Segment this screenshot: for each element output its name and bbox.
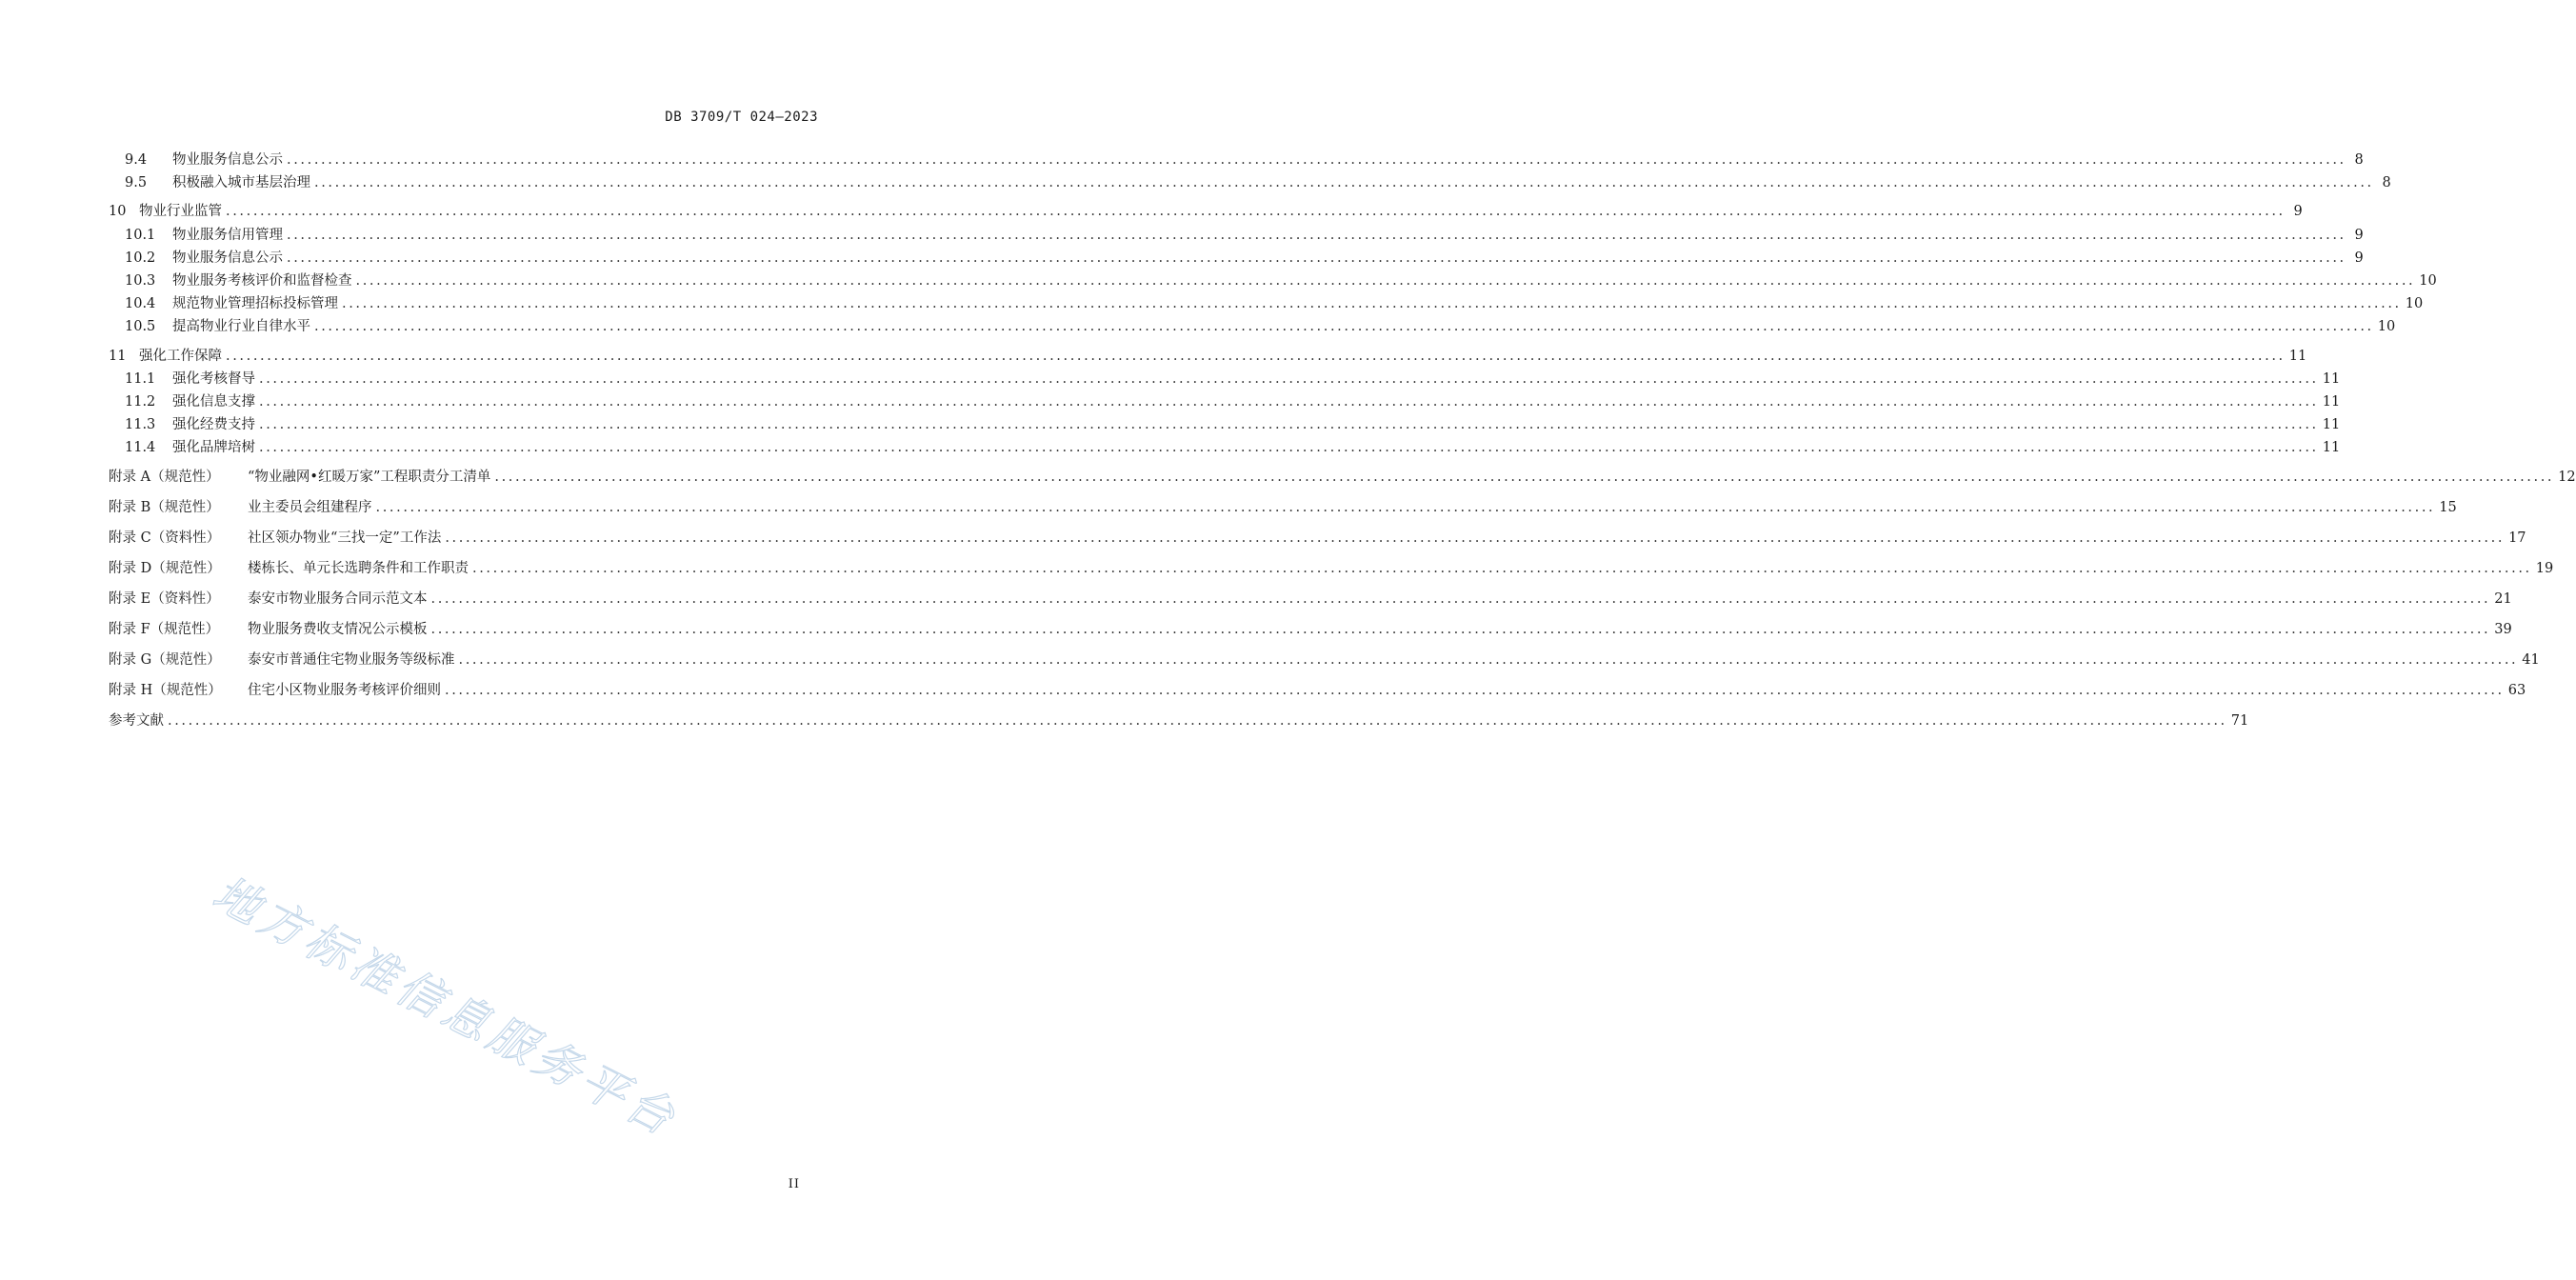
toc-entry[interactable] <box>109 497 2457 518</box>
toc-entry-page: 10 <box>2419 273 2437 289</box>
toc-entry-number: 11.4 <box>125 440 156 455</box>
toc-entry-number: 9.4 <box>125 152 148 168</box>
toc-entry[interactable] <box>109 558 2554 579</box>
toc-dot-leader: ............................................................................................................................................................................................................................................................................................................ <box>226 349 2286 364</box>
toc-entry-page: 11 <box>2322 371 2341 387</box>
toc-dot-leader: ............................................................................................................................................................................................................................................................................................................ <box>168 713 2227 729</box>
toc-entry[interactable] <box>125 150 2364 170</box>
toc-entry[interactable] <box>125 248 2364 269</box>
toc-entry-number: 10.1 <box>125 228 156 243</box>
toc-dot-leader: ............................................................................................................................................................................................................................................................................................................ <box>259 417 2319 432</box>
toc-entry-page: 12 <box>2558 470 2576 485</box>
toc-entry-number: 附录 D（规范性） <box>109 561 221 576</box>
toc-entry-number: 10 <box>109 204 127 219</box>
toc-entry-title: 规范物业管理招标投标管理 <box>172 296 338 311</box>
document-code: DB 3709/T 024—2023 <box>665 110 818 125</box>
toc-dot-leader: ............................................................................................................................................................................................................................................................................................................ <box>430 622 2491 637</box>
toc-entry[interactable] <box>109 680 2526 701</box>
toc-entry-title: 泰安市普通住宅物业服务等级标准 <box>248 652 455 668</box>
toc-entry-page: 11 <box>2288 349 2307 364</box>
toc-entry-title: 业主委员会组建程序 <box>248 500 372 515</box>
toc-entry-number: 10.3 <box>125 273 156 289</box>
toc-entry[interactable] <box>109 201 2303 222</box>
toc-dot-leader: ............................................................................................................................................................................................................................................................................................................ <box>287 228 2346 243</box>
toc-entry-page: 8 <box>2354 152 2364 168</box>
toc-entry-number: 11.2 <box>125 394 156 410</box>
toc-entry-number: 11.3 <box>125 417 156 432</box>
toc-dot-leader: ............................................................................................................................................................................................................................................................................................................ <box>314 175 2374 190</box>
toc-entry-page: 9 <box>2354 228 2364 243</box>
toc-entry-title: 物业服务信用管理 <box>172 228 283 243</box>
toc-dot-leader: ............................................................................................................................................................................................................................................................................................................ <box>259 394 2319 410</box>
toc-entry-page: 15 <box>2439 500 2457 515</box>
toc-entry-number: 10.5 <box>125 319 156 334</box>
toc-entry-number: 附录 F（规范性） <box>109 622 220 637</box>
toc-entry[interactable] <box>125 369 2341 390</box>
toc-entry[interactable] <box>125 270 2437 291</box>
toc-entry-number: 附录 C（资料性） <box>109 530 221 546</box>
toc-entry-title: 物业服务信息公示 <box>172 152 283 168</box>
toc-entry-title: 物业行业监管 <box>139 204 222 219</box>
toc-entry-title: 强化工作保障 <box>139 349 222 364</box>
toc-entry-page: 11 <box>2322 394 2341 410</box>
toc-dot-leader: ............................................................................................................................................................................................................................................................................................................ <box>458 652 2519 668</box>
toc-entry-title: 楼栋长、单元长选聘条件和工作职责 <box>248 561 469 576</box>
toc-entry[interactable] <box>125 391 2341 412</box>
toc-entry-page: 71 <box>2230 713 2249 729</box>
toc-entry-title: 物业服务信息公示 <box>172 250 283 266</box>
toc-entry-number: 附录 E（资料性） <box>109 591 220 607</box>
toc-entry-title: 强化信息支撑 <box>172 394 255 410</box>
toc-dot-leader: ............................................................................................................................................................................................................................................................................................................ <box>314 319 2374 334</box>
toc-entry-page: 39 <box>2494 622 2512 637</box>
toc-entry-number: 附录 A（规范性） <box>109 470 220 485</box>
toc-entry-page: 9 <box>2354 250 2364 266</box>
toc-entry-title: 住宅小区物业服务考核评价细则 <box>248 683 441 698</box>
toc-entry-number: 11 <box>109 349 127 364</box>
toc-entry[interactable] <box>125 225 2364 246</box>
toc-entry[interactable] <box>125 293 2424 314</box>
toc-entry-page: 9 <box>2293 204 2303 219</box>
toc-entry-number: 10.4 <box>125 296 156 311</box>
toc-entry[interactable] <box>125 316 2396 337</box>
toc-entry-page: 10 <box>2377 319 2396 334</box>
toc-entry-number: 附录 G（规范性） <box>109 652 221 668</box>
toc-entry-number: 9.5 <box>125 175 148 190</box>
toc-entry-page: 11 <box>2322 440 2341 455</box>
toc-entry-number: 附录 B（规范性） <box>109 500 220 515</box>
toc-dot-leader: ............................................................................................................................................................................................................................................................................................................ <box>355 273 2416 289</box>
toc-entry-title: 参考文献 <box>109 713 164 729</box>
toc-entry-title: 物业服务考核评价和监督检查 <box>172 273 352 289</box>
toc-entry-title: 积极融入城市基层治理 <box>172 175 310 190</box>
toc-entry[interactable] <box>109 467 2576 488</box>
toc-entry-title: “物业融网•红暖万家”工程职责分工清单 <box>248 470 491 485</box>
toc-entry-page: 8 <box>2382 175 2391 190</box>
toc-entry-title: 强化经费支持 <box>172 417 255 432</box>
toc-dot-leader: ............................................................................................................................................................................................................................................................................................................ <box>287 152 2346 168</box>
toc-dot-leader: ............................................................................................................................................................................................................................................................................................................ <box>342 296 2402 311</box>
toc-entry-title: 强化考核督导 <box>172 371 255 387</box>
toc-dot-leader: ............................................................................................................................................................................................................................................................................................................ <box>226 204 2286 219</box>
toc-entry[interactable] <box>109 619 2512 640</box>
toc-entry-page: 21 <box>2494 591 2512 607</box>
toc-entry-page: 10 <box>2405 296 2424 311</box>
toc-dot-leader: ............................................................................................................................................................................................................................................................................................................ <box>430 591 2491 607</box>
toc-dot-leader: ............................................................................................................................................................................................................................................................................................................ <box>375 500 2436 515</box>
toc-entry-page: 63 <box>2507 683 2526 698</box>
page-number: II <box>788 1177 800 1191</box>
toc-entry-title: 泰安市物业服务合同示范文本 <box>248 591 428 607</box>
watermark: 地方标准信息服务平台 <box>204 866 688 1148</box>
toc-entry-title: 提高物业行业自律水平 <box>172 319 310 334</box>
toc-entry-page: 17 <box>2508 530 2526 546</box>
toc-entry-title: 物业服务费收支情况公示模板 <box>248 622 428 637</box>
toc-dot-leader: ............................................................................................................................................................................................................................................................................................................ <box>259 440 2319 455</box>
toc-entry[interactable] <box>109 528 2526 549</box>
toc-entry[interactable] <box>125 172 2391 193</box>
toc-entry[interactable] <box>109 346 2307 367</box>
toc-entry-page: 11 <box>2322 417 2341 432</box>
toc-entry[interactable] <box>125 437 2341 458</box>
toc-entry[interactable] <box>125 414 2341 435</box>
toc-dot-leader: ............................................................................................................................................................................................................................................................................................................ <box>445 530 2506 546</box>
toc-dot-leader: ............................................................................................................................................................................................................................................................................................................ <box>472 561 2532 576</box>
toc-entry-number: 11.1 <box>125 371 156 387</box>
toc-entry-number: 10.2 <box>125 250 156 266</box>
toc-dot-leader: ............................................................................................................................................................................................................................................................................................................ <box>259 371 2319 387</box>
toc-entry[interactable] <box>109 589 2512 610</box>
toc-dot-leader: ............................................................................................................................................................................................................................................................................................................ <box>445 683 2505 698</box>
toc-entry-page: 19 <box>2535 561 2554 576</box>
toc-dot-leader: ............................................................................................................................................................................................................................................................................................................ <box>494 470 2555 485</box>
toc-entry[interactable] <box>109 650 2540 670</box>
toc-entry-page: 41 <box>2522 652 2540 668</box>
toc-entry[interactable] <box>109 710 2249 731</box>
toc-entry-title: 社区领办物业“三找一定”工作法 <box>248 530 442 546</box>
toc-entry-title: 强化品牌培树 <box>172 440 255 455</box>
toc-entry-number: 附录 H（规范性） <box>109 683 222 698</box>
toc-dot-leader: ............................................................................................................................................................................................................................................................................................................ <box>287 250 2346 266</box>
